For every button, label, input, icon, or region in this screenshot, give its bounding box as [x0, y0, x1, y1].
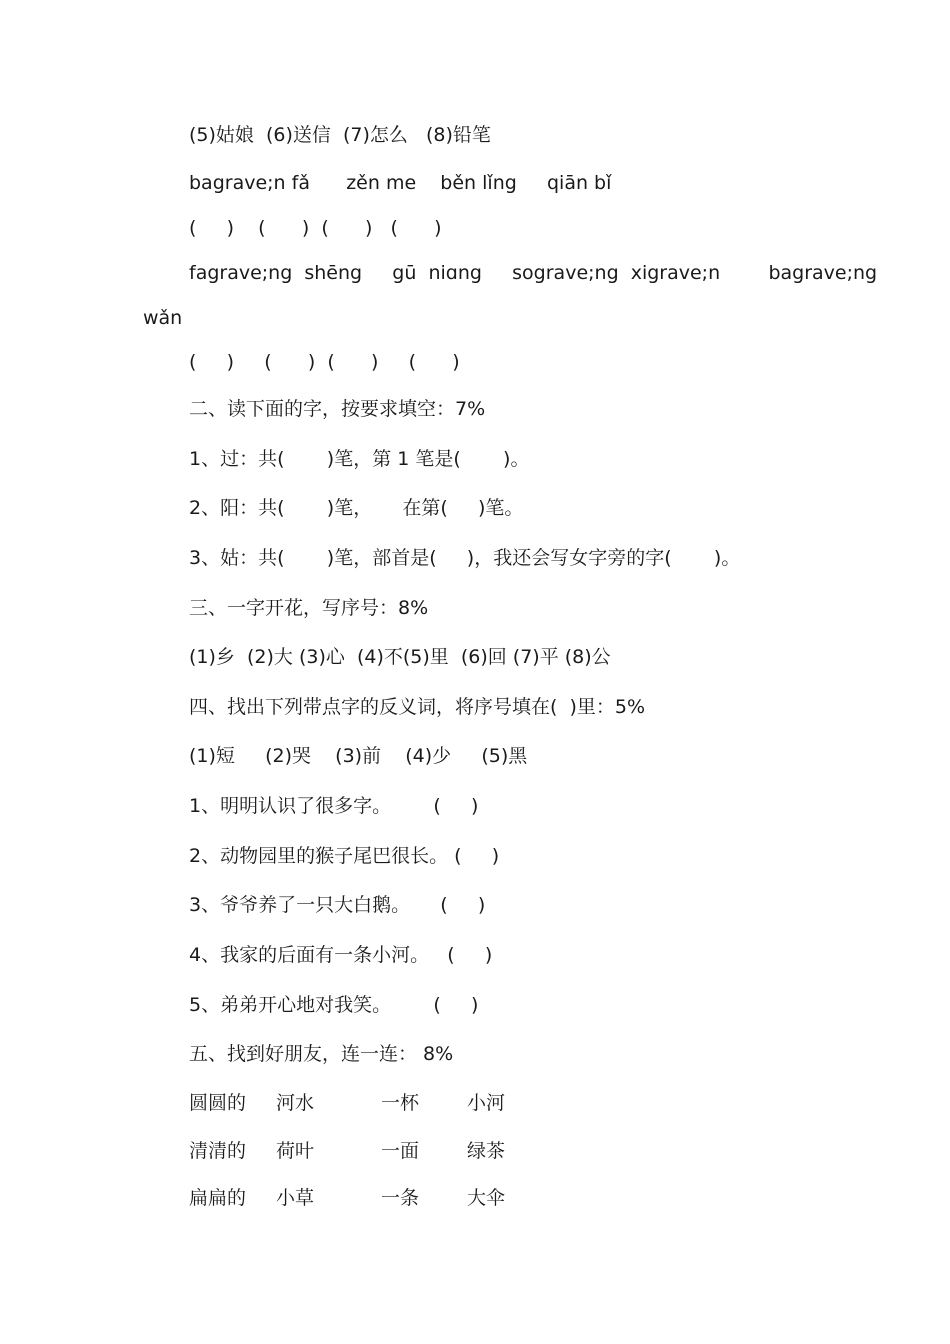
- pinyin-line-2: fagrave;ng shēng gū niɑng sograve;ng xigrave;n bagrave;ng: [189, 262, 878, 284]
- section-three-heading: 三、一字开花，写序号：8%: [189, 597, 429, 619]
- section-three-options: (1)乡 (2)大 (3)心 (4)不(5)里 (6)回 (7)平 (8)公: [189, 646, 611, 668]
- match-cell-measure: 一杯: [381, 1092, 420, 1114]
- section-two-item-2: 2、阳：共( )笔， 在第( )笔。: [189, 497, 524, 519]
- section-four-sentence-1: 1、明明认识了很多字。 ( ): [189, 795, 479, 817]
- match-cell-object: 小河: [467, 1092, 506, 1114]
- section-four-options: (1)短 (2)哭 (3)前 (4)少 (5)黑: [189, 745, 528, 767]
- pinyin-line-1: bagrave;n fǎ zěn me běn lǐng qiān bǐ: [189, 172, 612, 194]
- match-cell-noun: 河水: [276, 1092, 315, 1114]
- words-line: (5)姑娘 (6)送信 (7)怎么 (8)铅笔: [189, 124, 491, 146]
- section-two-heading: 二、读下面的字，按要求填空：7%: [189, 398, 486, 420]
- match-cell-adjective: 扁扁的: [189, 1187, 247, 1209]
- pinyin-line-2-wrap: wǎn: [143, 307, 183, 329]
- section-five-heading: 五、找到好朋友，连一连： 8%: [189, 1043, 454, 1065]
- section-two-item-3: 3、姑：共( )笔，部首是( )，我还会写女字旁的字( )。: [189, 547, 741, 569]
- match-row-3: [0, 1185, 950, 1211]
- section-four-sentence-5: 5、弟弟开心地对我笑。 ( ): [189, 994, 479, 1016]
- match-row-2: [0, 1138, 950, 1164]
- blank-line-2: ( ) ( ) ( ) ( ): [189, 351, 460, 373]
- match-cell-measure: 一面: [381, 1140, 420, 1162]
- section-two-item-1: 1、过：共( )笔，第 1 笔是( )。: [189, 448, 530, 470]
- section-four-sentence-4: 4、我家的后面有一条小河。 ( ): [189, 944, 493, 966]
- match-cell-adjective: 清清的: [189, 1140, 247, 1162]
- match-cell-adjective: 圆圆的: [189, 1092, 247, 1114]
- section-four-heading: 四、找出下列带点字的反义词，将序号填在( )里：5%: [189, 696, 646, 718]
- match-cell-measure: 一条: [381, 1187, 420, 1209]
- match-cell-object: 大伞: [467, 1187, 506, 1209]
- match-row-1: [0, 1090, 950, 1116]
- section-four-sentence-3: 3、爷爷养了一只大白鹅。 ( ): [189, 894, 486, 916]
- match-cell-noun: 荷叶: [276, 1140, 315, 1162]
- match-cell-noun: 小草: [276, 1187, 315, 1209]
- section-four-sentence-2: 2、动物园里的猴子尾巴很长。 ( ): [189, 845, 500, 867]
- blank-line-1: ( ) ( ) ( ) ( ): [189, 217, 442, 239]
- match-cell-object: 绿茶: [467, 1140, 506, 1162]
